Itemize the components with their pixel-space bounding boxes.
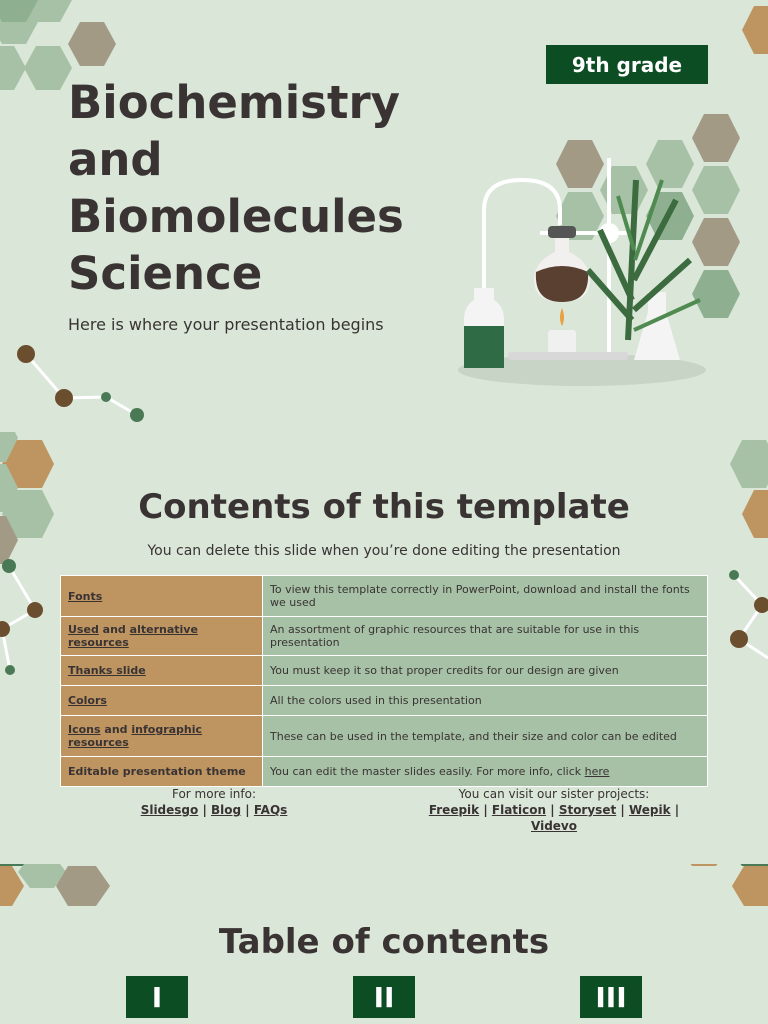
table-cell-text: You can edit the master slides easily. For more info, click — [270, 765, 582, 778]
table-cell-connector: and — [104, 723, 128, 736]
freepik-link[interactable]: Freepik — [428, 803, 480, 817]
used-resources-link[interactable]: Used — [68, 623, 99, 636]
blog-link[interactable]: Blog — [211, 803, 242, 817]
molecule-icon-left — [0, 559, 43, 675]
grade-badge: 9th grade — [546, 45, 708, 84]
contents-subtitle: You can delete this slide when you’re done editing the presentation — [147, 543, 621, 559]
flaticon-link[interactable]: Flaticon — [491, 803, 547, 817]
table-row — [61, 576, 708, 617]
table-row — [61, 686, 708, 716]
sister-projects: You can visit our sister projects: Freepik | Flaticon | Storyset | Wepik | Videvo — [416, 786, 692, 834]
contents-title: Contents of this template — [138, 487, 630, 527]
section-number-3[interactable]: III — [580, 976, 642, 1018]
table-cell: To view this template correctly in PowerPoint, download and install the fonts we used — [263, 576, 708, 617]
hexagon-top-right — [742, 6, 768, 54]
table-row — [61, 656, 708, 686]
table-row — [61, 757, 708, 787]
more-info: For more info: Slidesgo | Blog | FAQs — [120, 786, 308, 818]
slidesgo-link[interactable]: Slidesgo — [140, 803, 199, 817]
table-row — [61, 617, 708, 656]
wepik-link[interactable]: Wepik — [628, 803, 671, 817]
here-link[interactable]: here — [584, 765, 610, 778]
table-cell: An assortment of graphic resources that are suitable for use in this presentation — [263, 617, 708, 656]
alternative-resources-link[interactable]: alternative resources — [68, 623, 198, 649]
more-info-label: For more info: — [171, 787, 256, 801]
hexagon-cluster-left — [0, 864, 110, 906]
infographic-resources-link[interactable]: infographic resources — [68, 723, 203, 749]
contents-table — [60, 575, 708, 787]
table-cell: All the colors used in this presentation — [263, 686, 708, 716]
fonts-link[interactable]: Fonts — [68, 589, 103, 603]
cover-slide — [0, 0, 768, 432]
molecule-icon — [17, 345, 144, 422]
table-cell: Editable presentation theme — [61, 757, 263, 787]
table-cell: These can be used in the template, and their size and color can be edited — [263, 716, 708, 757]
storyset-link[interactable]: Storyset — [558, 803, 617, 817]
contents-slide — [0, 432, 768, 864]
page-subtitle: Here is where your presentation begins — [68, 315, 384, 334]
table-cell-connector: and — [102, 623, 126, 636]
icons-link[interactable]: Icons — [68, 723, 101, 736]
section-number-2[interactable]: II — [353, 976, 415, 1018]
page-title: Biochemistry and Biomolecules Science — [68, 76, 404, 300]
section-number-1[interactable]: I — [126, 976, 188, 1018]
table-of-contents-slide — [0, 864, 768, 1024]
hexagon-cluster-right — [680, 864, 768, 906]
thanks-slide-link[interactable]: Thanks slide — [68, 664, 146, 677]
colors-link[interactable]: Colors — [68, 694, 107, 707]
molecule-icon-right — [729, 570, 768, 658]
table-cell: You must keep it so that proper credits for our design are given — [263, 656, 708, 686]
toc-title: Table of contents — [218, 922, 550, 962]
table-row — [61, 716, 708, 757]
faqs-link[interactable]: FAQs — [253, 803, 288, 817]
videvo-link[interactable]: Videvo — [531, 819, 577, 833]
sister-projects-label: You can visit our sister projects: — [458, 787, 650, 801]
